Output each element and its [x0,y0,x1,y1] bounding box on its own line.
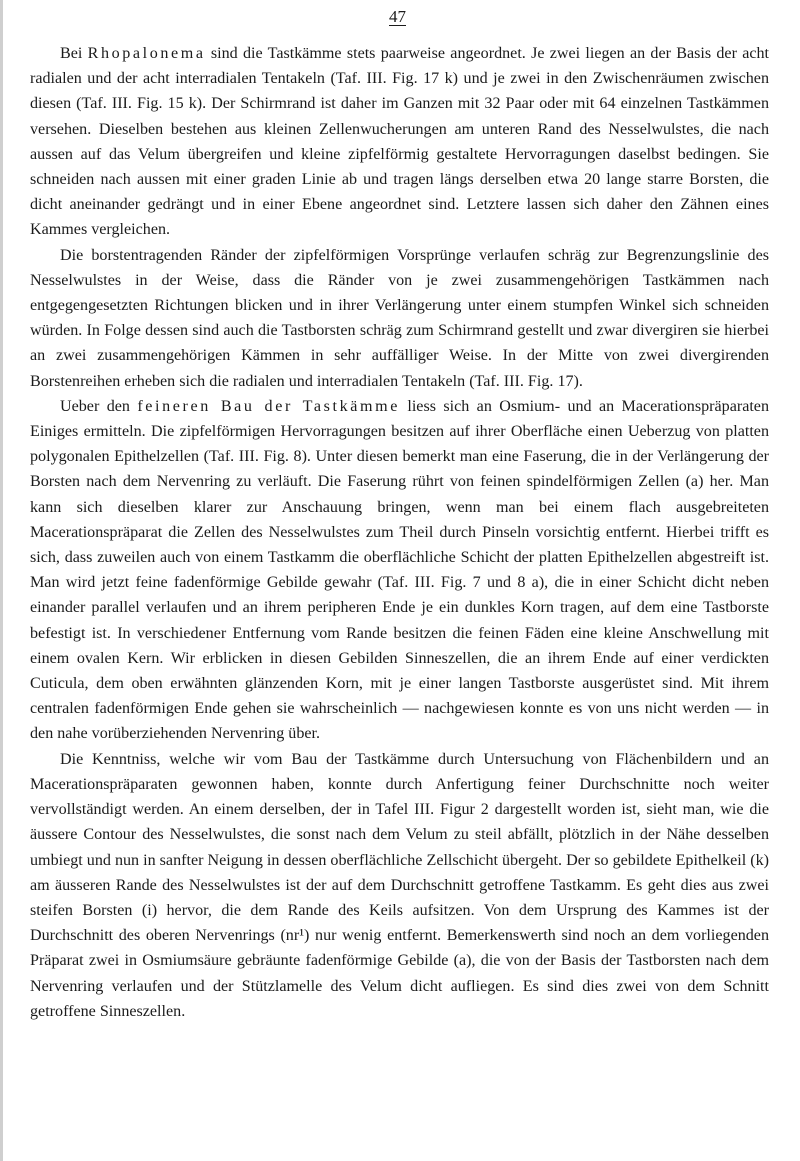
paragraph-2: Die borstentragenden Ränder der zipfelförmigen Vorsprünge verlaufen schräg zur Begrenzungslinie des Nesselwulstes in der Weise, dass die Ränder von je zwei zusammengehörigen Tastkämmen nach entgegengesetzten Richtungen blicken und in ihrer Verlängerung unter einem stumpfen Winkel sich schneiden würden. In Folge dessen sind auch die Tastborsten schräg zum Schirmrand gestellt und zwar divergiren sie hierbei an zwei zusammengehörigen Kämmen in sehr auffälliger Weise. In der Mitte von zwei divergirenden Borstenreihen erheben sich die radialen und interradialen Tentakeln (Taf. III. Fig. 17). [30,246,769,390]
page-edge-line [0,0,3,1161]
body-text [30,41,769,1024]
paragraph-1: Bei Rhopalonema sind die Tastkämme stets paarweise angeordnet. Je zwei liegen an der Basis der acht radialen und der acht interradialen Tentakeln (Taf. III. Fig. 17 k) und je zwei in den Zwischenräumen zwischen diesen (Taf. III. Fig. 15 k). Der Schirmrand ist daher im Ganzen mit 32 Paar oder mit 64 einzelnen Tastkämmen versehen. Dieselben bestehen aus kleinen Zellenwucherungen am unteren Rand des Nesselwulstes, die nach aussen auf das Velum übergreifen und kleine zipfelförmig gestaltete Hervorragungen daselbst bedingen. Sie schneiden nach aussen mit einer graden Linie ab und tragen längs derselben etwa 20 lange starre Borsten, die dicht aneinander gedrängt und in einer Ebene angeordnet sind. Letztere lassen sich daher den Zähnen eines Kammes vergleichen. [30,45,770,239]
emphasized-phrase: Rhopalonema [87,45,206,62]
paragraph-3: Ueber den feineren Bau der Tastkämme liess sich an Osmium- und an Macerationspräparaten Einiges ermitteln. Die zipfelförmigen Hervorragungen besitzen auf ihrer Oberfläche einen Ueberzug von platten polygonalen Epithelzellen (Taf. III. Fig. 8). Unter diesen bemerkt man eine Faserung, die in der Verlängerung der Borsten nach dem Nervenring zu verläuft. Die Faserung rührt von feinen spindelförmigen Zellen (a) her. Man kann sich dieselben klarer zur Anschauung bringen, wenn man bei einem flach ausgebreiteten Macerationspräparat die Zellen des Nesselwulstes zum Theil durch Pinseln vorsichtig entfernt. Hierbei trifft es sich, dass zuweilen auch von einem Tastkamm die oberflächliche Schicht der platten Epithelzellen abgestreift ist. Man wird jetzt feine fadenförmige Gebilde gewahr (Taf. III. Fig. 7 und 8 a), die in einer Schicht dicht neben einander parallel verlaufen und an ihrem peripheren Ende je ein dunkles Korn tragen, auf dem eine Tastborste befestigt ist. In verschiedener Entfernung vom Rande besitzen die feinen Fäden eine kleine Anschwellung mit einem ovalen Kern. Wir erblicken in diesen Gebilden Sinneszellen, die an ihrem Ende auf einer verdickten Cuticula, dem oben erwähnten glänzenden Korn, mit je einer langen Tastborste ausgerüstet sind. Mit ihrem centralen fadenförmigen Ende gehen sie wahrscheinlich — nachgewiesen konnte es von uns nicht werden — in den nahe vorüberziehenden Nervenring über. [30,397,769,743]
page-number: 47 [389,7,406,26]
emphasized-phrase: feineren Bau der Tastkämme [137,397,400,415]
paragraph-4: Die Kenntniss, welche wir vom Bau der Tastkämme durch Untersuchung von Flächenbildern und an Macerationspräparaten gewonnen haben, konnte durch Anfertigung feiner Durchschnitte noch weiter vervollständigt werden. An einem derselben, der in Tafel III. Figur 2 dargestellt worden ist, sieht man, wie die äussere Contour des Nesselwulstes, die sonst nach dem Velum zu steil abfällt, plötzlich in der Nähe desselben umbiegt und nun in sanfter Neigung in dessen oberflächliche Zellschicht übergeht. Der so gebildete Epithelkeil (k) am äusseren Rande des Nesselwulstes ist der auf dem Durchschnitt getroffene Tastkamm. Es geht dies aus zwei steifen Borsten (i) hervor, die dem Rande des Keils aufsitzen. Von dem Ursprung des Kammes ist der Durchschnitt des oberen Nervenrings (nr¹) nur wenig entfernt. Bemerkenswerth sind noch an dem vorliegenden Präparat zwei in Osmiumsäure gebräunte fadenförmige Gebilde (a), die von der Basis der Tastborsten nach dem Nervenring verlaufen und der Stützlamelle des Velum dicht aufliegen. Es sind dies zwei von dem Schnitt getroffene Sinneszellen. [30,750,769,1020]
